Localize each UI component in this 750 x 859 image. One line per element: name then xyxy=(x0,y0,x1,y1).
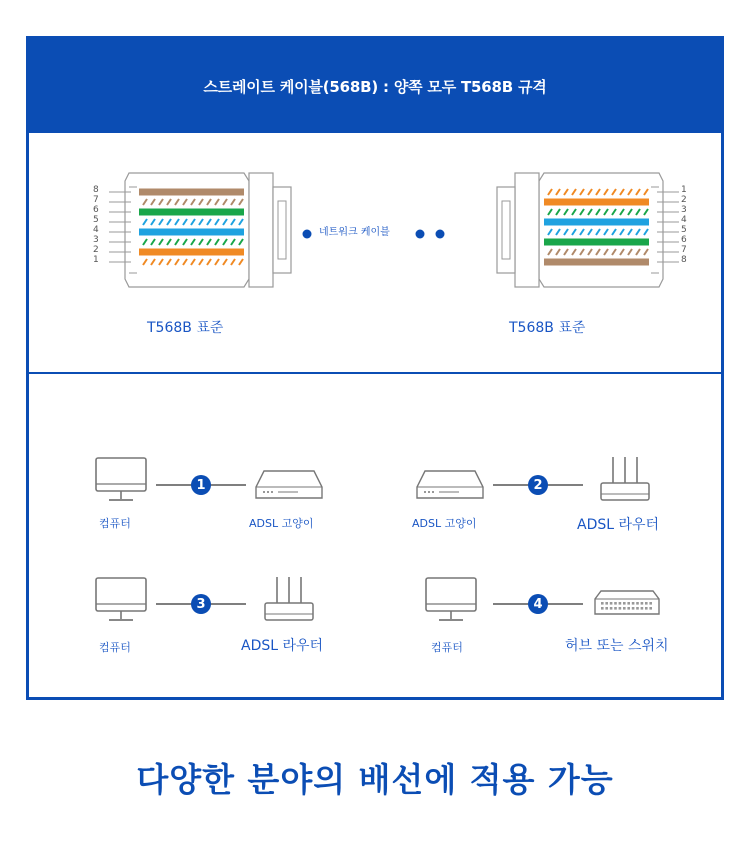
pin-number: 1 xyxy=(681,185,687,195)
device-label-2-right: ADSL 라우터 xyxy=(577,517,660,533)
switch-port xyxy=(619,602,622,605)
wire xyxy=(544,239,649,246)
pin-number: 8 xyxy=(93,185,99,195)
switch-port xyxy=(636,607,639,610)
device-label-3-right: ADSL 라우터 xyxy=(241,638,324,654)
switch-port xyxy=(641,602,644,605)
switch-port xyxy=(649,607,652,610)
switch-port xyxy=(619,607,622,610)
pin-number: 1 xyxy=(93,255,99,265)
footer-title: 다양한 분야의 배선에 적용 가능 xyxy=(136,760,614,799)
switch-port xyxy=(627,607,630,610)
switch-port xyxy=(649,602,652,605)
monitor-icon xyxy=(95,577,147,625)
modem-icon xyxy=(415,469,485,501)
pin-number: 4 xyxy=(93,225,99,235)
switch-port xyxy=(610,602,613,605)
switch-icon xyxy=(593,589,661,617)
cable-dot-left xyxy=(302,229,312,239)
cable-dot-right-1 xyxy=(415,229,425,239)
device-label-1-right: ADSL 고양이 xyxy=(249,517,314,530)
pin-number: 6 xyxy=(681,235,687,245)
wire xyxy=(139,189,244,196)
wire xyxy=(139,249,244,256)
right-standard-label: T568B 표준 xyxy=(509,320,586,336)
monitor-icon xyxy=(95,457,147,505)
switch-port xyxy=(645,602,648,605)
router-icon xyxy=(599,455,651,505)
switch-port xyxy=(605,607,608,610)
switch-port xyxy=(636,602,639,605)
pin-number: 5 xyxy=(681,225,687,235)
connection-number-1: 1 xyxy=(196,478,206,493)
cable-label: 네트워크 케이블 xyxy=(319,227,390,238)
switch-port xyxy=(632,602,635,605)
pin-number: 2 xyxy=(93,245,99,255)
connection-number-3: 3 xyxy=(196,597,206,612)
pin-number: 3 xyxy=(93,235,99,245)
device-label-3-left: 컴퓨터 xyxy=(99,641,131,654)
switch-port xyxy=(601,602,604,605)
section-divider xyxy=(29,372,721,374)
wire xyxy=(139,229,244,236)
wire xyxy=(544,199,649,206)
switch-port xyxy=(605,602,608,605)
modem-icon xyxy=(254,469,324,501)
diagram-frame xyxy=(26,36,724,700)
switch-port xyxy=(632,607,635,610)
switch-port xyxy=(623,607,626,610)
pin-number: 6 xyxy=(93,205,99,215)
switch-port xyxy=(614,602,617,605)
connection-number-4: 4 xyxy=(533,597,543,612)
switch-port xyxy=(610,607,613,610)
wire xyxy=(139,209,244,216)
left-standard-label: T568B 표준 xyxy=(147,320,224,336)
switch-port xyxy=(627,602,630,605)
device-label-4-left: 컴퓨터 xyxy=(431,641,463,654)
pin-number: 2 xyxy=(681,195,687,205)
router-icon xyxy=(263,575,315,625)
pin-number: 4 xyxy=(681,215,687,225)
right-rj45-connector xyxy=(439,167,699,297)
monitor-icon xyxy=(425,577,477,625)
pin-number: 3 xyxy=(681,205,687,215)
switch-port xyxy=(641,607,644,610)
pin-number: 7 xyxy=(93,195,99,205)
switch-port xyxy=(645,607,648,610)
wire xyxy=(544,259,649,266)
cable-dot-right-2 xyxy=(435,229,445,239)
switch-port xyxy=(623,602,626,605)
device-label-2-left: ADSL 고양이 xyxy=(412,517,477,530)
wire xyxy=(544,219,649,226)
connection-number-2: 2 xyxy=(533,478,543,493)
switch-port xyxy=(614,607,617,610)
device-label-1-left: 컴퓨터 xyxy=(99,517,131,530)
pin-number: 8 xyxy=(681,255,687,265)
switch-port xyxy=(601,607,604,610)
pin-number: 5 xyxy=(93,215,99,225)
pin-number: 7 xyxy=(681,245,687,255)
header-title: 스트레이트 케이블(568B) : 양쪽 모두 T568B 규격 xyxy=(29,39,721,133)
device-label-4-right: 허브 또는 스위치 xyxy=(565,638,669,654)
